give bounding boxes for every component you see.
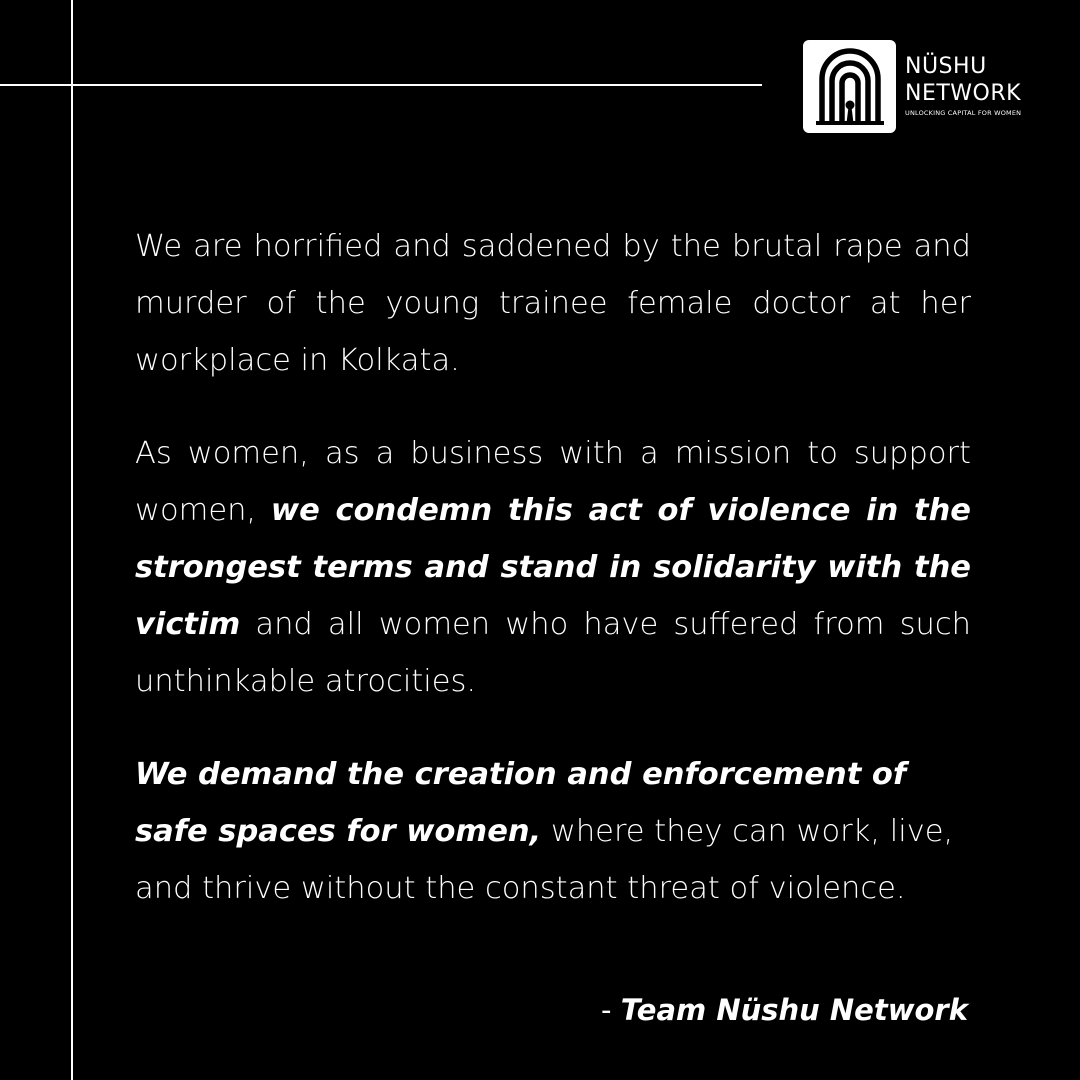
logo-name-line2: NETWORK [905,81,1022,106]
brand-logo [803,40,1021,133]
paragraph-3-emphasis: We demand the creation and enforcement of safe spaces for women, [135,757,907,849]
logo-wordmark [905,53,1021,119]
keyhole-arch-icon [803,40,896,133]
statement-paragraph-3 [135,746,971,917]
statement-body [135,218,971,917]
signature-name: Team Nüshu Network [620,993,968,1027]
left-rule [71,0,73,1080]
signature [601,990,968,1030]
paragraph-3-tail: where they can work, live, and thrive without the constant threat of violence. [135,814,954,906]
top-rule [0,84,762,86]
paragraph-2-tail: and all women who have suffered from such unthinkable atrocities. [135,607,971,699]
signature-dash: - [601,993,621,1027]
paragraph-2-emphasis: we condemn this act of violence in the strongest terms and stand in solidarity with the victim [135,493,971,642]
statement-paragraph-2 [135,425,971,710]
logo-name-line1: NÜSHU [905,54,987,79]
logo-tagline: UNLOCKING CAPITAL FOR WOMEN [905,109,1022,117]
statement-paragraph-1: We are horrified and saddened by the brutal rape and murder of the young trainee female doctor at her workplace in Kolkata. [135,229,971,378]
paragraph-2-lead: As women, as a business with a mission to support women, [135,436,971,528]
